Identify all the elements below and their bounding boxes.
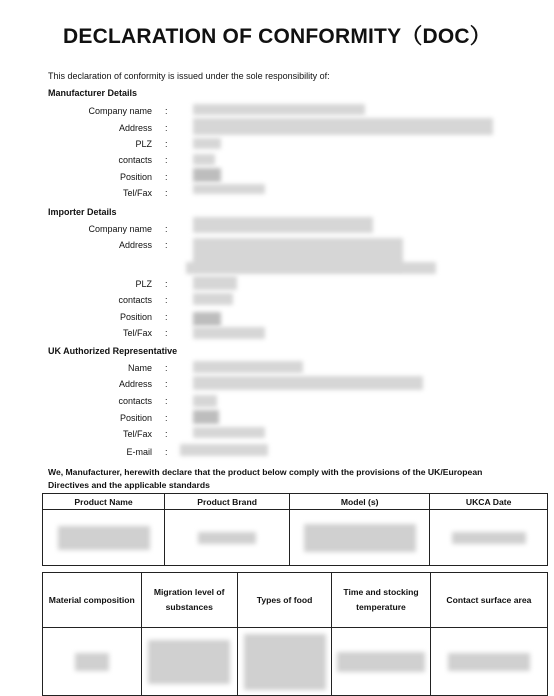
manufacturer-position-label: Position <box>119 172 152 182</box>
colon: : <box>165 396 168 406</box>
redacted-value <box>186 262 436 274</box>
importer-address-label: Address <box>118 240 152 250</box>
colon: : <box>165 295 168 305</box>
representative-telfax-label: Tel/Fax <box>122 429 152 439</box>
colon: : <box>165 429 168 439</box>
importer-telfax-label: Tel/Fax <box>122 328 152 338</box>
migration-level-cell <box>141 628 237 696</box>
colon: : <box>165 139 168 149</box>
types-of-food-cell <box>237 628 331 696</box>
intro-text: This declaration of conformity is issued under the sole responsibility of: <box>48 71 330 81</box>
product-brand-cell <box>165 510 290 566</box>
redacted-value <box>193 138 221 149</box>
redacted-value <box>193 104 365 115</box>
food-contact-table <box>42 572 548 696</box>
manufacturer-contacts-label: contacts <box>118 155 152 165</box>
representative-contacts-label: contacts <box>118 396 152 406</box>
model-header: Model (s) <box>290 494 430 510</box>
redacted-value <box>193 217 373 233</box>
colon: : <box>165 240 168 250</box>
colon: : <box>165 188 168 198</box>
redacted-value <box>193 410 219 424</box>
colon: : <box>165 363 168 373</box>
representative-heading: UK Authorized Representative <box>48 346 178 356</box>
redacted-value <box>193 293 233 305</box>
ukca-date-header: UKCA Date <box>430 494 548 510</box>
colon: : <box>165 413 168 423</box>
colon: : <box>165 379 168 389</box>
representative-email-label: E-mail <box>126 447 152 457</box>
manufacturer-telfax-label: Tel/Fax <box>122 188 152 198</box>
redacted-value <box>193 361 303 373</box>
representative-name-label: Name <box>127 363 152 373</box>
colon: : <box>165 312 168 322</box>
redacted-value <box>180 444 268 456</box>
ukca-date-cell <box>430 510 548 566</box>
redacted-value <box>193 184 265 194</box>
redacted-value <box>193 395 217 407</box>
redacted-value <box>193 327 265 339</box>
redacted-value <box>193 118 493 135</box>
colon: : <box>165 155 168 165</box>
types-of-food-header: Types of food <box>237 573 331 628</box>
product-name-header: Product Name <box>43 494 165 510</box>
product-name-cell <box>43 510 165 566</box>
material-composition-header: Material composition <box>43 573 142 628</box>
declaration-statement: We, Manufacturer, herewith declare that the product below comply with the provisions of the UK/European Directives and the applicable standards <box>48 467 483 490</box>
migration-level-header: Migration level of substances <box>141 573 237 628</box>
product-brand-header: Product Brand <box>165 494 290 510</box>
importer-position-label: Position <box>119 312 152 322</box>
importer-plz-label: PLZ <box>135 279 152 289</box>
redacted-value <box>193 376 423 390</box>
material-composition-cell <box>43 628 142 696</box>
colon: : <box>165 106 168 116</box>
colon: : <box>165 279 168 289</box>
colon: : <box>165 224 168 234</box>
colon: : <box>165 328 168 338</box>
importer-company-label: Company name <box>88 224 152 234</box>
manufacturer-heading: Manufacturer Details <box>48 88 138 98</box>
representative-position-label: Position <box>119 413 152 423</box>
redacted-value <box>193 312 221 326</box>
redacted-value <box>193 168 221 182</box>
colon: : <box>165 447 168 457</box>
model-cell <box>290 510 430 566</box>
redacted-value <box>193 276 237 290</box>
manufacturer-plz-label: PLZ <box>135 139 152 149</box>
redacted-value <box>193 427 265 438</box>
representative-address-label: Address <box>118 379 152 389</box>
time-temperature-cell <box>332 628 431 696</box>
contact-surface-header: Contact surface area <box>430 573 547 628</box>
importer-heading: Importer Details <box>48 207 117 217</box>
importer-contacts-label: contacts <box>118 295 152 305</box>
redacted-value <box>193 154 215 165</box>
document-title: DECLARATION OF CONFORMITY（DOC） <box>63 25 491 48</box>
manufacturer-company-label: Company name <box>88 106 152 116</box>
contact-surface-cell <box>430 628 547 696</box>
product-table <box>42 493 548 566</box>
colon: : <box>165 172 168 182</box>
manufacturer-address-label: Address <box>118 123 152 133</box>
time-temperature-header: Time and stocking temperature <box>332 573 431 628</box>
colon: : <box>165 123 168 133</box>
